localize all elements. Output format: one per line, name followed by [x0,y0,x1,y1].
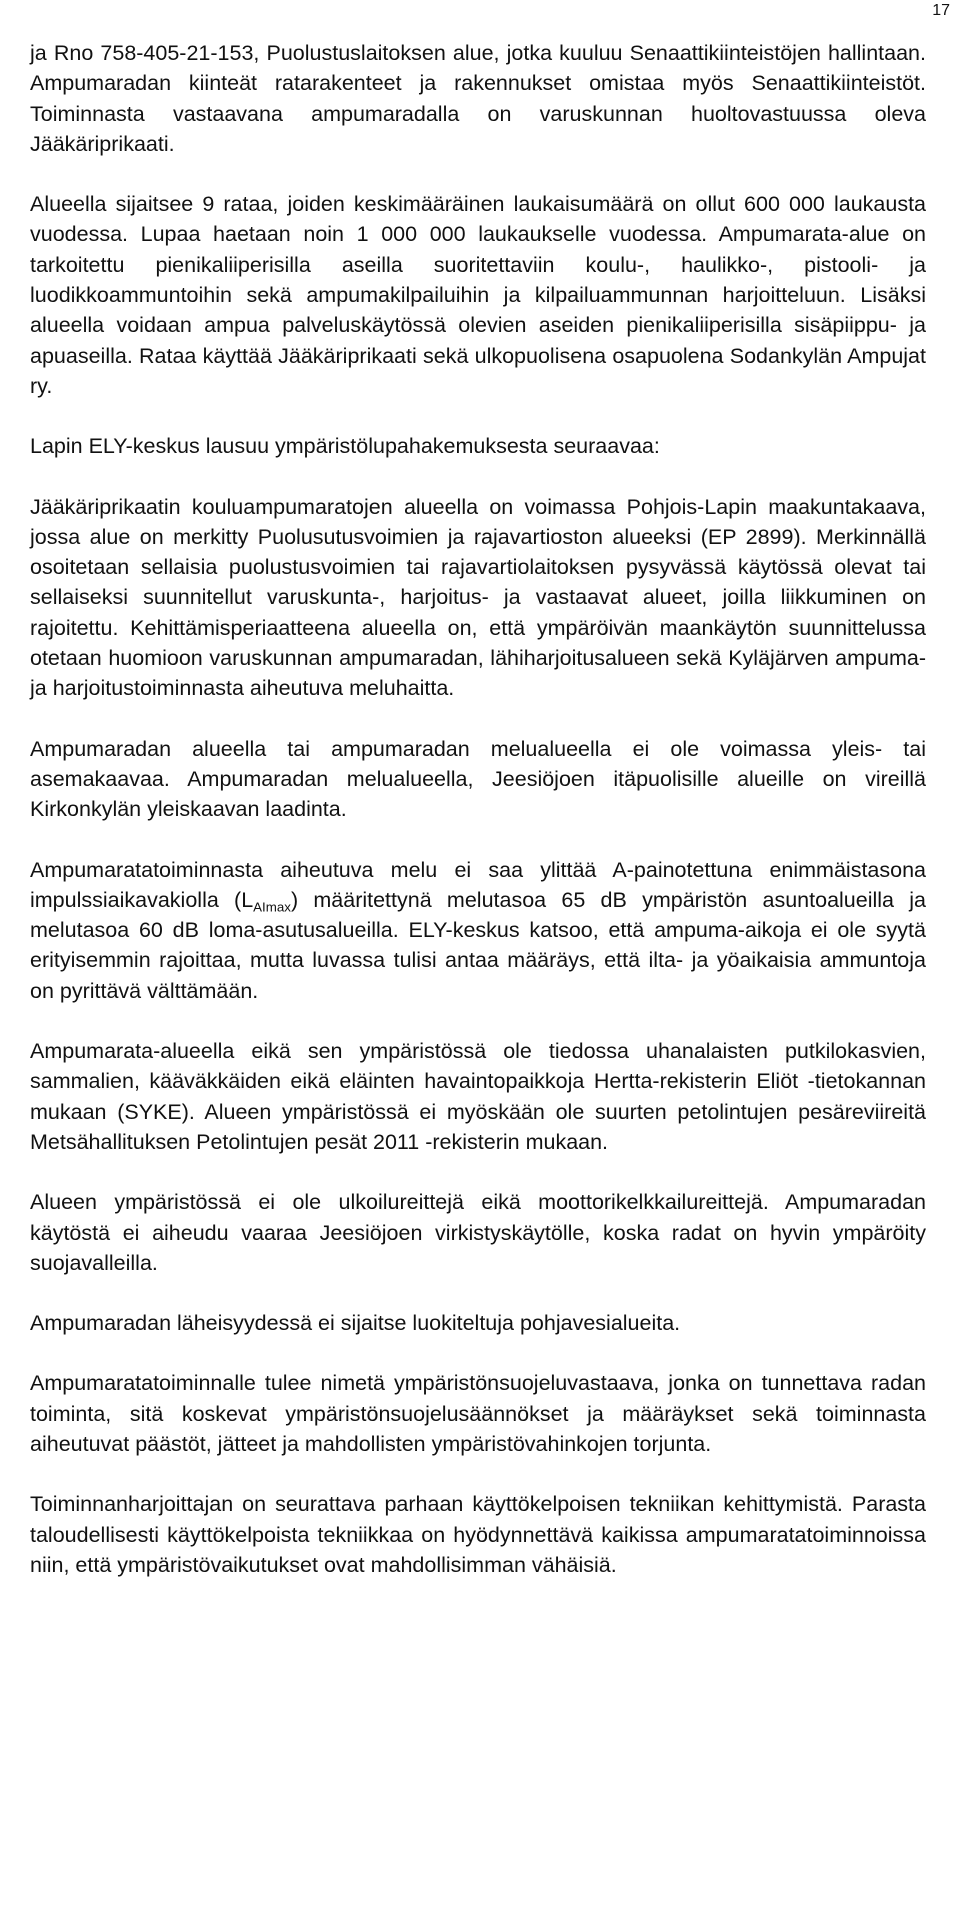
paragraph-best-technique: Toiminnanharjoittajan on seurattava parhaan käyttökelpoisen tekniikan kehittymistä. Parasta taloudellisesti käyttökelpoista tekniikkaa on hyödynnettävä kaikissa ampumaratatoiminnoissa niin, että ympäristövaikutukset ovat mahdollisimman vähäisiä. [30,1492,926,1577]
paragraph-noise-limits [30,855,926,1006]
document-body [30,38,926,1610]
paragraph-regional-plan: Jääkäriprikaatin kouluampumaratojen alueella on voimassa Pohjois-Lapin maakuntakaava, jossa alue on merkitty Puolusutusvoimien ja rajavartioston alueeksi (EP 2899). Merkinnällä osoitetaan sellaisia puolustusvoimien tai rajavartiolaitoksen pysyvässä käytössä olevat tai sellaiseksi suunnitellut varuskunta-, harjoitus- ja vastaavat alueet, joilla liikkuminen on rajoitettu. Kehittämisperiaatteena alueella on, että ympäröivän maankäytön suunnittelussa otetaan huomioon varuskunnan ampumaradan, lähiharjoitusalueen sekä Kyläjärven ampuma- ja harjoitustoiminnasta aiheutuva meluhaitta. [30,494,926,701]
noise-subscript: AImax [253,899,291,915]
paragraph-groundwater: Ampumaradan läheisyydessä ei sijaitse luokiteltuja pohjavesialueita. [30,1311,681,1336]
paragraph-shooting-ranges: Alueella sijaitsee 9 rataa, joiden keskimääräinen laukaisumäärä on ollut 600 000 laukausta vuodessa. Lupaa haetaan noin 1 000 000 laukaukselle vuodessa. Ampumarata-alue on tarkoitettu pienikaliiperisilla aseilla suoritettaviin koulu-, haulikko-, pistooli- ja luodikkoammuntoihin sekä ampumakilpailuihin ja kilpailuammunnan harjoitteluun. Lisäksi alueella voidaan ampua palveluskäytössä olevien aseiden pienikaliiperisilla sisäpiippu- ja apuaseilla. Rataa käyttää Jääkäriprikaati sekä ulkopuolisena osapuolena Sodankylän Ampujat ry. [30,192,926,398]
noise-text-after: ) määritettynä melutasoa 65 dB ympäristön asuntoalueilla ja melutasoa 60 dB loma-asutusalueilla. ELY-keskus katsoo, että ampuma-aikoja ei ole syytä erityisemmin rajoittaa, mutta luvassa tulisi antaa määräys, että ilta- ja yöaikaisia ammuntoja on pyrittävä välttämään. [30,887,926,1003]
paragraph-recreation-routes: Alueen ympäristössä ei ole ulkoilureittejä eikä moottorikelkkailureittejä. Ampumaradan käytöstä ei aiheudu vaaraa Jeesiöjoen virkistyskäytölle, koska radat on hyvin ympäröity suojavalleilla. [30,1190,926,1275]
noise-text-before: Ampumaratatoiminnasta aiheutuva melu ei saa ylittää A-painotettuna enimmäistasona impulssiaikavakiolla (L [30,857,926,912]
paragraph-zoning: Ampumaradan alueella tai ampumaradan melualueella ei ole voimassa yleis- tai asemakaavaa. Ampumaradan melualueella, Jeesiöjoen itäpuolisille alueille on vireillä Kirkonkylän yleiskaavan laadinta. [30,736,926,822]
page-number: 17 [932,2,950,19]
paragraph-environmental-officer: Ampumaratatoiminnalle tulee nimetä ympäristönsuojeluvastaava, jonka on tunnettava radan toiminta, sitä koskevat ympäristönsuojelusäännökset ja määräykset sekä toiminnasta aiheutuvat päästöt, jätteet ja mahdollisten ympäristövahinkojen torjunta. [30,1371,926,1456]
paragraph-ely-statement-intro: Lapin ELY-keskus lausuu ympäristölupahakemuksesta seuraavaa: [30,434,660,459]
paragraph-species: Ampumarata-alueella eikä sen ympäristössä ole tiedossa uhanalaisten putkilokasvien, sammalien, kääväkkäiden eikä eläinten havaintopaikkoja Hertta-rekisterin Eliöt -tietokannan mukaan (SYKE). Alueen ympäristössä ei myöskään ole suurten petolintujen pesäreviireitä Metsähallituksen Petolintujen pesät 2011 -rekisterin mukaan. [30,1039,926,1154]
paragraph-property-ownership: ja Rno 758-405-21-153, Puolustuslaitoksen alue, jotka kuuluu Senaattikiinteistöjen hallintaan. Ampumaradan kiinteät ratarakenteet ja rakennukset omistaa myös Senaattikiinteistöt. Toiminnasta vastaavana ampumaradalla on varuskunnan huoltovastuussa oleva Jääkäriprikaati. [30,41,926,156]
